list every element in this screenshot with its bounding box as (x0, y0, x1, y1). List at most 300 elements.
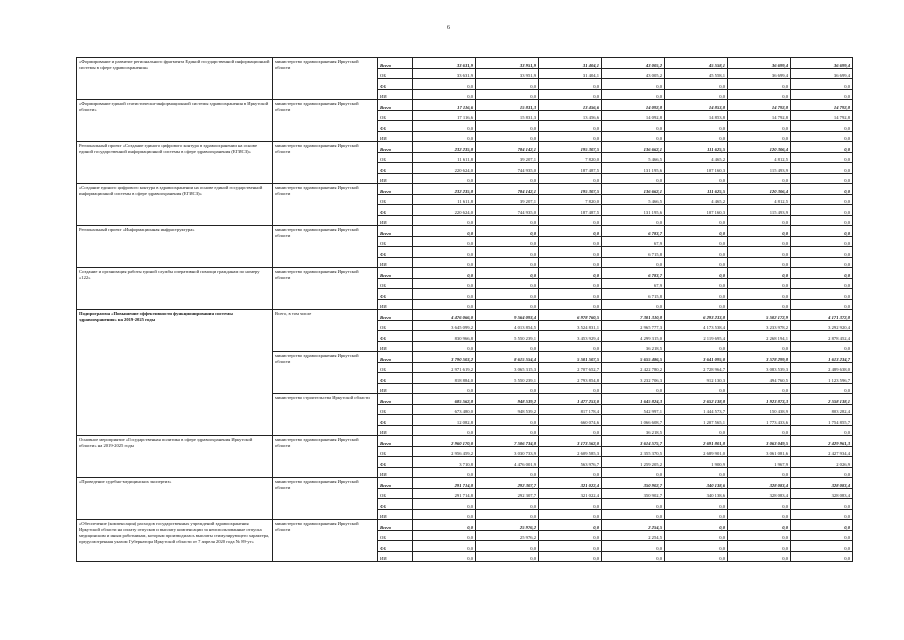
amount-cell: 0,0 (728, 530, 791, 541)
amount-cell: 0,0 (728, 215, 791, 226)
funding-source-cell: ОБ (378, 446, 413, 457)
amount-cell: 2 971 619,2 (413, 362, 476, 373)
amount-cell: 0,0 (476, 131, 539, 142)
amount-cell: 0,0 (602, 499, 665, 510)
amount-cell: 0,0 (539, 236, 602, 247)
amount-cell: 1 123 596,7 (791, 373, 853, 384)
amount-cell: 67,9 (602, 278, 665, 289)
amount-cell: 0,0 (791, 226, 853, 237)
amount-cell: 494 760,5 (728, 373, 791, 384)
amount-cell: 0,0 (476, 299, 539, 310)
amount-cell: 36 218,5 (602, 341, 665, 352)
amount-cell: 6 978 760,5 (539, 310, 602, 321)
program-name-cell: Региональный проект «Информационная инфраструктура» (77, 226, 273, 268)
amount-cell: 3 614 575,7 (602, 436, 665, 447)
amount-cell: 0,0 (413, 341, 476, 352)
amount-cell: 136 662,1 (602, 184, 665, 195)
program-name-cell: «Формирование и развитие регионального фрагмента Единой государственной информационной системы в сфере здравоохранения» (77, 58, 273, 100)
amount-cell: 0,0 (413, 121, 476, 132)
amount-cell: 4 476 001,9 (476, 457, 539, 468)
table-row (77, 58, 853, 69)
amount-cell: 0,0 (791, 299, 853, 310)
amount-cell: 803 282,4 (791, 404, 853, 415)
amount-cell: 328 083,4 (728, 478, 791, 489)
funding-source-cell: Всего (378, 184, 413, 195)
responsible-cell: министерство здравоохранения Иркутской области (273, 478, 378, 520)
amount-cell: 107 160,3 (665, 163, 728, 174)
amount-cell: 1 613 234,7 (791, 352, 853, 363)
amount-cell: 0,0 (476, 467, 539, 478)
amount-cell: 120 306,4 (728, 184, 791, 195)
amount-cell: 2 422 780,2 (602, 362, 665, 373)
amount-cell: 0,0 (665, 520, 728, 531)
amount-cell: 8 615 554,4 (476, 352, 539, 363)
amount-cell: 1 773 433,6 (728, 415, 791, 426)
funding-source-cell: ОБ (378, 68, 413, 79)
amount-cell: 0,0 (665, 499, 728, 510)
amount-cell: 195 307,5 (539, 142, 602, 153)
table-row (77, 184, 853, 195)
amount-cell: 0,0 (476, 509, 539, 520)
amount-cell: 187 487,5 (539, 163, 602, 174)
funding-source-cell: ФБ (378, 163, 413, 174)
amount-cell: 0,0 (791, 268, 853, 279)
amount-cell: 328 083,4 (728, 488, 791, 499)
program-name-cell: «Проведение судебно-медицинских экспертиз» (77, 478, 273, 520)
amount-cell: 39 207,1 (476, 194, 539, 205)
amount-cell: 0,0 (602, 383, 665, 394)
amount-cell: 2 609 585,3 (539, 446, 602, 457)
amount-cell: 0,0 (413, 467, 476, 478)
amount-cell: 0,0 (602, 467, 665, 478)
amount-cell: 0,0 (665, 541, 728, 552)
amount-cell: 136 662,1 (602, 142, 665, 153)
amount-cell: 0,0 (539, 341, 602, 352)
amount-cell: 0,0 (539, 530, 602, 541)
amount-cell: 291 714,8 (413, 488, 476, 499)
funding-source-cell: ФБ (378, 541, 413, 552)
amount-cell: 0,0 (413, 520, 476, 531)
funding-source-cell: Всего (378, 520, 413, 531)
amount-cell: 0,0 (665, 173, 728, 184)
amount-cell: 0,0 (728, 520, 791, 531)
amount-cell: 2 689 901,0 (665, 446, 728, 457)
amount-cell: 2 254,5 (602, 520, 665, 531)
amount-cell: 5 501 507,5 (539, 352, 602, 363)
responsible-cell: министерство строительства Иркутской области (273, 394, 378, 436)
funding-source-cell: ИИ (378, 383, 413, 394)
amount-cell: 33 951,9 (476, 68, 539, 79)
amount-cell: 0,0 (539, 121, 602, 132)
amount-cell: 0,0 (791, 425, 853, 436)
amount-cell: 0,0 (728, 257, 791, 268)
amount-cell: 0,0 (791, 152, 853, 163)
amount-cell: 36 218,5 (602, 425, 665, 436)
responsible-cell: министерство здравоохранения Иркутской области (273, 268, 378, 310)
program-name-cell: «Создание единого цифрового контура в здравоохранении на основе единой государственной информационной системы в сфере здравоохранения (ЕГИСЗ)» (77, 184, 273, 226)
funding-source-cell: ОБ (378, 236, 413, 247)
amount-cell: 0,0 (476, 415, 539, 426)
funding-source-cell: ОБ (378, 362, 413, 373)
funding-source-cell: ОБ (378, 320, 413, 331)
amount-cell: 744 935,0 (476, 163, 539, 174)
amount-cell: 120 306,4 (728, 142, 791, 153)
funding-source-cell: ОБ (378, 110, 413, 121)
amount-cell: 2 268 194,1 (728, 331, 791, 342)
amount-cell: 0,0 (728, 467, 791, 478)
amount-cell: 5 466,5 (602, 152, 665, 163)
amount-cell: 6 783,7 (602, 226, 665, 237)
amount-cell: 33 631,9 (413, 58, 476, 69)
amount-cell: 0,0 (665, 509, 728, 520)
funding-source-cell: ФБ (378, 289, 413, 300)
amount-cell: 2 956 459,2 (413, 446, 476, 457)
amount-cell: 0,0 (665, 236, 728, 247)
amount-cell: 0,0 (413, 425, 476, 436)
amount-cell: 673 480,0 (413, 404, 476, 415)
funding-source-cell: ИИ (378, 341, 413, 352)
amount-cell: 0,0 (539, 520, 602, 531)
funding-source-cell: ОБ (378, 404, 413, 415)
table-row (77, 436, 853, 447)
funding-source-cell: ИИ (378, 173, 413, 184)
amount-cell: 3 578 299,8 (728, 352, 791, 363)
amount-cell: 1 754 855,7 (791, 415, 853, 426)
amount-cell: 13 456,6 (539, 110, 602, 121)
amount-cell: 3 292 920,4 (791, 320, 853, 331)
amount-cell: 5 466,5 (602, 194, 665, 205)
funding-source-cell: Всего (378, 436, 413, 447)
amount-cell: 0,0 (413, 551, 476, 562)
amount-cell: 232 235,8 (413, 142, 476, 153)
amount-cell: 0,0 (413, 299, 476, 310)
amount-cell: 0,0 (539, 226, 602, 237)
amount-cell: 0,0 (602, 173, 665, 184)
amount-cell: 321 022,4 (539, 478, 602, 489)
amount-cell: 0,0 (791, 551, 853, 562)
amount-cell: 340 138,6 (665, 488, 728, 499)
amount-cell: 948 539,2 (476, 404, 539, 415)
amount-cell: 7 820,0 (539, 194, 602, 205)
amount-cell: 0,0 (476, 257, 539, 268)
amount-cell: 0,0 (665, 530, 728, 541)
amount-cell: 6 293 233,8 (665, 310, 728, 321)
amount-cell: 0,0 (539, 131, 602, 142)
funding-source-cell: ФБ (378, 373, 413, 384)
amount-cell: 4 299 315,0 (602, 331, 665, 342)
amount-cell: 0,0 (539, 499, 602, 510)
table-row (77, 268, 853, 279)
amount-cell: 2 965 777,3 (602, 320, 665, 331)
program-name-cell: «Обеспечение (компенсация) расходов государственных учреждений здравоохранения Иркутской области на оплату отпусков и выплату компенсации за неиспользованные отпуска медицинским и иным работникам, которым производилась выплаты стимулирующего характера, предусмотренная указом Губернатора Иркутской области от 7 апреля 2020 года № 89-уг» (77, 520, 273, 562)
amount-cell: 0,0 (539, 257, 602, 268)
amount-cell: 150 438,9 (728, 404, 791, 415)
amount-cell: 818 884,0 (413, 373, 476, 384)
amount-cell: 0,0 (539, 247, 602, 258)
amount-cell: 0,0 (539, 551, 602, 562)
table-row (77, 100, 853, 111)
amount-cell: 340 138,6 (665, 478, 728, 489)
amount-cell: 0,0 (791, 194, 853, 205)
amount-cell: 0,0 (539, 79, 602, 90)
amount-cell: 0,0 (728, 247, 791, 258)
amount-cell: 11 611,8 (413, 194, 476, 205)
amount-cell: 0,0 (413, 268, 476, 279)
amount-cell: 0,0 (791, 289, 853, 300)
amount-cell: 1 967,9 (728, 457, 791, 468)
amount-cell: 0,0 (728, 551, 791, 562)
amount-cell: 0,0 (728, 79, 791, 90)
funding-source-cell: ФБ (378, 499, 413, 510)
amount-cell: 25 976,2 (476, 520, 539, 531)
funding-source-cell: ОБ (378, 194, 413, 205)
amount-cell: 14 092,8 (602, 110, 665, 121)
amount-cell: 14 792,8 (791, 100, 853, 111)
amount-cell: 0,0 (413, 79, 476, 90)
amount-cell: 0,0 (791, 142, 853, 153)
responsible-cell: министерство здравоохранения Иркутской области (273, 352, 378, 394)
amount-cell: 0,0 (602, 299, 665, 310)
amount-cell: 36 699,4 (728, 68, 791, 79)
amount-cell: 1 066 608,7 (602, 415, 665, 426)
amount-cell: 0,0 (791, 520, 853, 531)
funding-source-cell: ИИ (378, 215, 413, 226)
amount-cell: 0,0 (665, 551, 728, 562)
amount-cell: 2 427 934,4 (791, 446, 853, 457)
amount-cell: 14 853,8 (665, 100, 728, 111)
amount-cell: 6 715,8 (602, 289, 665, 300)
program-name-cell: Основное мероприятие «Государственная политика в сфере здравоохранения Иркутской области» на 2019-2025 годы (77, 436, 273, 478)
amount-cell: 0,0 (476, 89, 539, 100)
amount-cell: 0,0 (413, 509, 476, 520)
amount-cell: 0,0 (413, 226, 476, 237)
amount-cell: 0,0 (476, 215, 539, 226)
amount-cell: 0,0 (602, 215, 665, 226)
amount-cell: 4 465,2 (665, 194, 728, 205)
funding-source-cell: Всего (378, 478, 413, 489)
amount-cell: 0,0 (476, 247, 539, 258)
responsible-cell: министерство здравоохранения Иркутской области (273, 436, 378, 478)
amount-cell: 15 831,3 (476, 110, 539, 121)
amount-cell: 3 173 562,0 (539, 436, 602, 447)
funding-source-cell: Всего (378, 58, 413, 69)
amount-cell: 0,0 (791, 215, 853, 226)
amount-cell: 232 235,8 (413, 184, 476, 195)
amount-cell: 0,0 (665, 425, 728, 436)
amount-cell: 0,0 (413, 173, 476, 184)
amount-cell: 328 083,4 (791, 488, 853, 499)
amount-cell: 0,0 (665, 383, 728, 394)
funding-source-cell: Всего (378, 142, 413, 153)
amount-cell: 0,0 (476, 289, 539, 300)
amount-cell: 0,0 (602, 79, 665, 90)
amount-cell: 1 923 873,3 (728, 394, 791, 405)
amount-cell: 0,0 (665, 89, 728, 100)
amount-cell: 0,0 (413, 131, 476, 142)
amount-cell: 744 935,0 (476, 205, 539, 216)
responsible-cell: министерство здравоохранения Иркутской области (273, 520, 378, 562)
funding-source-cell: ИИ (378, 89, 413, 100)
amount-cell: 5 502 172,9 (728, 310, 791, 321)
amount-cell: 0,0 (791, 79, 853, 90)
amount-cell: 0,0 (665, 226, 728, 237)
funding-source-cell: ИИ (378, 299, 413, 310)
amount-cell: 948 539,2 (476, 394, 539, 405)
funding-source-cell: Всего (378, 352, 413, 363)
amount-cell: 5 655 486,5 (602, 352, 665, 363)
amount-cell: 0,0 (791, 131, 853, 142)
amount-cell: 0,0 (476, 226, 539, 237)
amount-cell: 4 476 066,0 (413, 310, 476, 321)
amount-cell: 350 902,7 (602, 488, 665, 499)
amount-cell: 0,0 (539, 541, 602, 552)
program-name-cell: «Формирование единой статистически-информационной системы здравоохранения в Иркутской области» (77, 100, 273, 142)
amount-cell: 0,0 (539, 268, 602, 279)
amount-cell: 0,0 (728, 268, 791, 279)
amount-cell: 0,0 (791, 121, 853, 132)
funding-source-cell: ОБ (378, 278, 413, 289)
amount-cell: 2 707 652,7 (539, 362, 602, 373)
funding-source-cell: ФБ (378, 79, 413, 90)
amount-cell: 0,0 (791, 278, 853, 289)
amount-cell: 2 254,5 (602, 530, 665, 541)
amount-cell: 0,0 (728, 121, 791, 132)
amount-cell: 0,0 (791, 257, 853, 268)
amount-cell: 0,0 (728, 499, 791, 510)
amount-cell: 2 558 138,1 (791, 394, 853, 405)
amount-cell: 292 307,7 (476, 488, 539, 499)
amount-cell: 115 493,9 (728, 163, 791, 174)
amount-cell: 2 728 964,7 (665, 362, 728, 373)
amount-cell: 2 489 638,0 (791, 362, 853, 373)
amount-cell: 0,0 (476, 121, 539, 132)
amount-cell: 2 119 695,4 (665, 331, 728, 342)
amount-cell: 14 792,8 (728, 110, 791, 121)
amount-cell: 7 506 734,8 (476, 436, 539, 447)
amount-cell: 0,0 (665, 299, 728, 310)
amount-cell: 0,0 (476, 541, 539, 552)
amount-cell: 0,0 (665, 215, 728, 226)
amount-cell: 7 820,0 (539, 152, 602, 163)
amount-cell: 15 831,3 (476, 100, 539, 111)
amount-cell: 784 142,1 (476, 142, 539, 153)
amount-cell: 0,0 (539, 299, 602, 310)
amount-cell: 195 307,5 (539, 184, 602, 195)
table-row (77, 520, 853, 531)
amount-cell: 0,0 (728, 341, 791, 352)
amount-cell: 0,0 (476, 551, 539, 562)
amount-cell: 6 783,7 (602, 268, 665, 279)
amount-cell: 0,0 (476, 278, 539, 289)
amount-cell: 0,0 (665, 257, 728, 268)
funding-source-cell: ФБ (378, 457, 413, 468)
responsible-cell: министерство здравоохранения Иркутской области (273, 226, 378, 268)
amount-cell: 3 641 095,0 (665, 352, 728, 363)
amount-cell: 131 195,6 (602, 205, 665, 216)
amount-cell: 0,0 (728, 236, 791, 247)
amount-cell: 1 259 205,2 (602, 457, 665, 468)
amount-cell: 0,0 (665, 278, 728, 289)
amount-cell: 1 444 573,7 (665, 404, 728, 415)
amount-cell: 33 631,9 (413, 68, 476, 79)
amount-cell: 3 083 539,3 (728, 362, 791, 373)
funding-source-cell: ИИ (378, 551, 413, 562)
amount-cell: 111 625,5 (665, 184, 728, 195)
amount-cell: 321 022,4 (539, 488, 602, 499)
amount-cell: 31 404,1 (539, 68, 602, 79)
amount-cell: 0,0 (476, 383, 539, 394)
amount-cell: 0,0 (602, 551, 665, 562)
amount-cell: 542 997,1 (602, 404, 665, 415)
amount-cell: 0,0 (665, 121, 728, 132)
amount-cell: 0,0 (728, 541, 791, 552)
amount-cell: 0,0 (539, 289, 602, 300)
amount-cell: 685 562,8 (413, 394, 476, 405)
amount-cell: 11 611,8 (413, 152, 476, 163)
amount-cell: 291 714,8 (413, 478, 476, 489)
amount-cell: 0,0 (413, 236, 476, 247)
table-row (77, 310, 853, 321)
amount-cell: 0,0 (791, 236, 853, 247)
amount-cell: 14 792,8 (791, 110, 853, 121)
amount-cell: 1 645 824,3 (602, 394, 665, 405)
amount-cell: 14 792,8 (728, 100, 791, 111)
amount-cell: 0,0 (602, 541, 665, 552)
responsible-cell: Всего, в том числе (273, 310, 378, 352)
amount-cell: 2 878 452,4 (791, 331, 853, 342)
funding-source-cell: ОБ (378, 488, 413, 499)
program-name-cell: Создание и организация работы единой службы оперативной помощи гражданам по номеру «122» (77, 268, 273, 310)
amount-cell: 0,0 (665, 268, 728, 279)
amount-cell: 5 550 239,1 (476, 373, 539, 384)
amount-cell: 39 207,1 (476, 152, 539, 163)
amount-cell: 0,0 (476, 236, 539, 247)
amount-cell: 0,0 (539, 215, 602, 226)
funding-source-cell: ОБ (378, 152, 413, 163)
amount-cell: 43 005,2 (602, 58, 665, 69)
amount-cell: 0,0 (791, 499, 853, 510)
funding-source-cell: ИИ (378, 509, 413, 520)
amount-cell: 0,0 (602, 509, 665, 520)
program-name-cell: Подпрограмма «Повышение эффективности функционирования системы здравоохранения» на 2019-2025 годы (77, 310, 273, 436)
amount-cell: 43 005,2 (602, 68, 665, 79)
amount-cell: 0,0 (413, 541, 476, 552)
amount-cell: 0,0 (539, 509, 602, 520)
funding-source-cell: ИИ (378, 425, 413, 436)
responsible-cell: министерство здравоохранения Иркутской области (273, 58, 378, 100)
amount-cell: 0,0 (539, 89, 602, 100)
amount-cell: 3 065 315,3 (476, 362, 539, 373)
amount-cell: 0,0 (413, 530, 476, 541)
amount-cell: 0,0 (602, 131, 665, 142)
funding-source-cell: ФБ (378, 415, 413, 426)
amount-cell: 0,0 (728, 89, 791, 100)
amount-cell: 67,9 (602, 236, 665, 247)
amount-cell: 111 625,5 (665, 142, 728, 153)
amount-cell: 36 699,4 (791, 58, 853, 69)
amount-cell: 5 550 239,1 (476, 331, 539, 342)
amount-cell: 36 699,4 (728, 58, 791, 69)
amount-cell: 2 652 138,8 (665, 394, 728, 405)
amount-cell: 817 178,4 (539, 404, 602, 415)
amount-cell: 45 558,1 (665, 68, 728, 79)
amount-cell: 9 564 093,4 (476, 310, 539, 321)
amount-cell: 7 301 310,8 (602, 310, 665, 321)
amount-cell: 4 173 538,4 (665, 320, 728, 331)
amount-cell: 1 207 565,1 (665, 415, 728, 426)
amount-cell: 107 160,3 (665, 205, 728, 216)
amount-cell: 0,0 (665, 467, 728, 478)
